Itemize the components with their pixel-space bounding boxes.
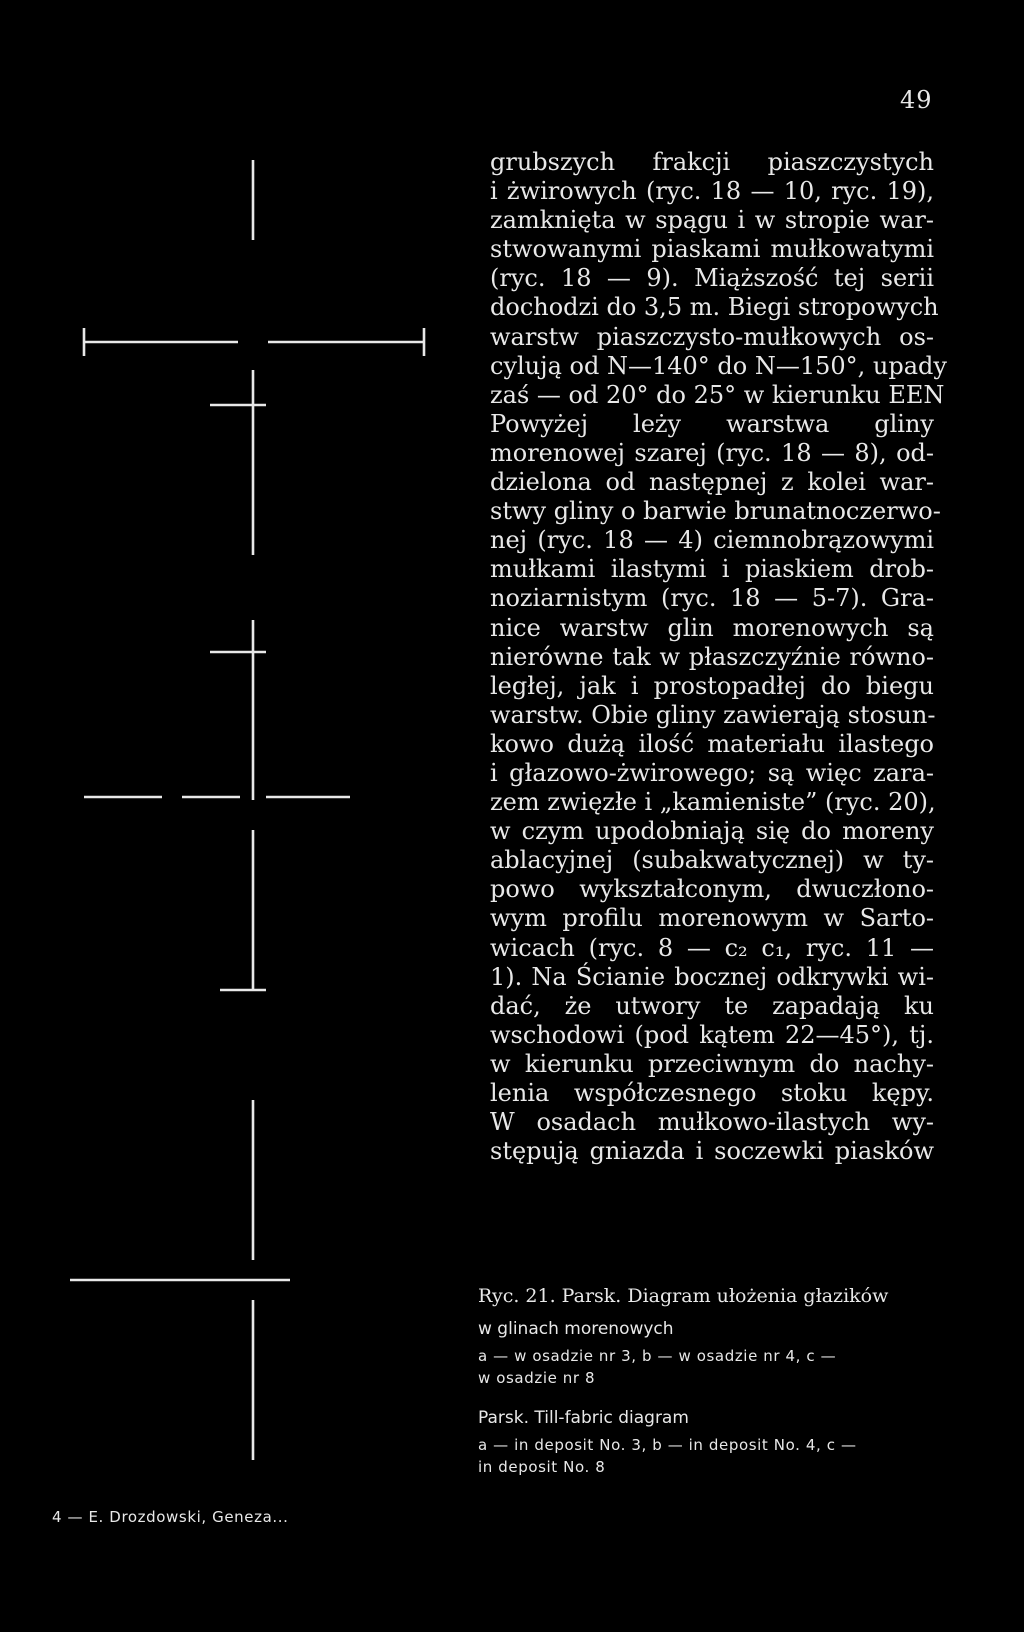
caption-legend-en: in deposit No. 8 — [478, 1458, 606, 1476]
body-line: w czym upodobniają się do moreny — [490, 817, 934, 846]
caption-legend-en: a — in deposit No. 3, b — in deposit No. 4, c — — [478, 1436, 857, 1454]
figure-caption-english — [478, 1402, 857, 1478]
body-line: stwy gliny o barwie brunatnoczerwo- — [490, 497, 941, 526]
body-line: (ryc. 18 — 9). Miąższość tej serii — [490, 264, 934, 293]
body-line: lenia współczesnego stoku kępy. — [490, 1079, 934, 1107]
body-line: nierówne tak w płaszczyźnie równo- — [490, 642, 934, 671]
till-fabric-diagram — [70, 160, 430, 1480]
body-line: wym profilu morenowym w Sarto- — [490, 904, 934, 933]
caption-legend: w osadzie nr 8 — [478, 1369, 596, 1387]
caption-title-en: Parsk. Till-fabric diagram — [478, 1408, 689, 1428]
body-line: dać, że utwory te zapadają ku — [490, 991, 934, 1020]
body-line: nice warstw glin morenowych są — [490, 613, 934, 642]
body-line: grubszych frakcji piaszczystych — [490, 148, 934, 176]
body-line: 1). Na Ścianie bocznej odkrywki wi- — [490, 962, 934, 991]
caption-title: Ryc. 21. Parsk. Diagram ułożenia głazików — [478, 1285, 889, 1307]
body-line: zaś — od 20° do 25° w kierunku EEN — [490, 380, 945, 409]
body-line: ablacyjnej (subakwatycznej) w ty- — [490, 846, 934, 875]
body-line: Powyżej leży warstwa gliny — [490, 409, 934, 438]
body-line: i żwirowych (ryc. 18 — 10, ryc. 19), — [490, 177, 934, 206]
body-line: nej (ryc. 18 — 4) ciemnobrązowymi — [490, 526, 934, 555]
body-line: morenowej szarej (ryc. 18 — 8), od- — [490, 438, 934, 467]
body-line: powo wykształconym, dwuczłono- — [490, 875, 934, 904]
caption-subtitle: w glinach morenowych — [478, 1319, 674, 1339]
caption-legend: a — w osadzie nr 3, b — w osadzie nr 4, c — — [478, 1347, 837, 1365]
body-line: cylują od N—140° do N—150°, upady — [490, 351, 947, 380]
body-line: dzielona od następnej z kolei war- — [490, 468, 934, 497]
body-line: wicach (ryc. 8 — c₂ c₁, ryc. 11 — — [490, 933, 934, 962]
body-line: noziarnistym (ryc. 18 — 5-7). Gra- — [490, 584, 934, 613]
body-line: kowo dużą ilość materiału ilastego — [490, 729, 934, 758]
page-number: 49 — [900, 86, 933, 114]
body-line: mułkami ilastymi i piaskiem drob- — [490, 555, 934, 584]
body-line: w kierunku przeciwnym do nachy- — [490, 1049, 934, 1078]
body-line: wschodowi (pod kątem 22—45°), tj. — [490, 1020, 934, 1049]
signature-footnote: 4 — E. Drozdowski, Geneza... — [52, 1508, 289, 1526]
body-line: W osadach mułkowo-ilastych wy- — [490, 1108, 934, 1137]
body-line: stępują gniazda i soczewki piasków — [490, 1137, 934, 1166]
body-line: ległej, jak i prostopadłej do biegu — [490, 671, 934, 700]
body-line: warstw piaszczysto-mułkowych os- — [490, 322, 934, 351]
body-line: i głazowo-żwirowego; są więc zara- — [490, 758, 934, 787]
figure-caption-polish — [478, 1279, 888, 1389]
body-line: stwowanymi piaskami mułkowatymi — [490, 235, 934, 264]
body-text — [490, 148, 947, 1166]
body-line: warstw. Obie gliny zawierają stosun- — [490, 700, 936, 729]
body-line: zamknięta w spągu i w stropie war- — [490, 206, 934, 235]
body-line: dochodzi do 3,5 m. Biegi stropowych — [490, 293, 939, 322]
body-line: zem zwięzłe i „kamieniste” (ryc. 20), — [490, 788, 936, 817]
